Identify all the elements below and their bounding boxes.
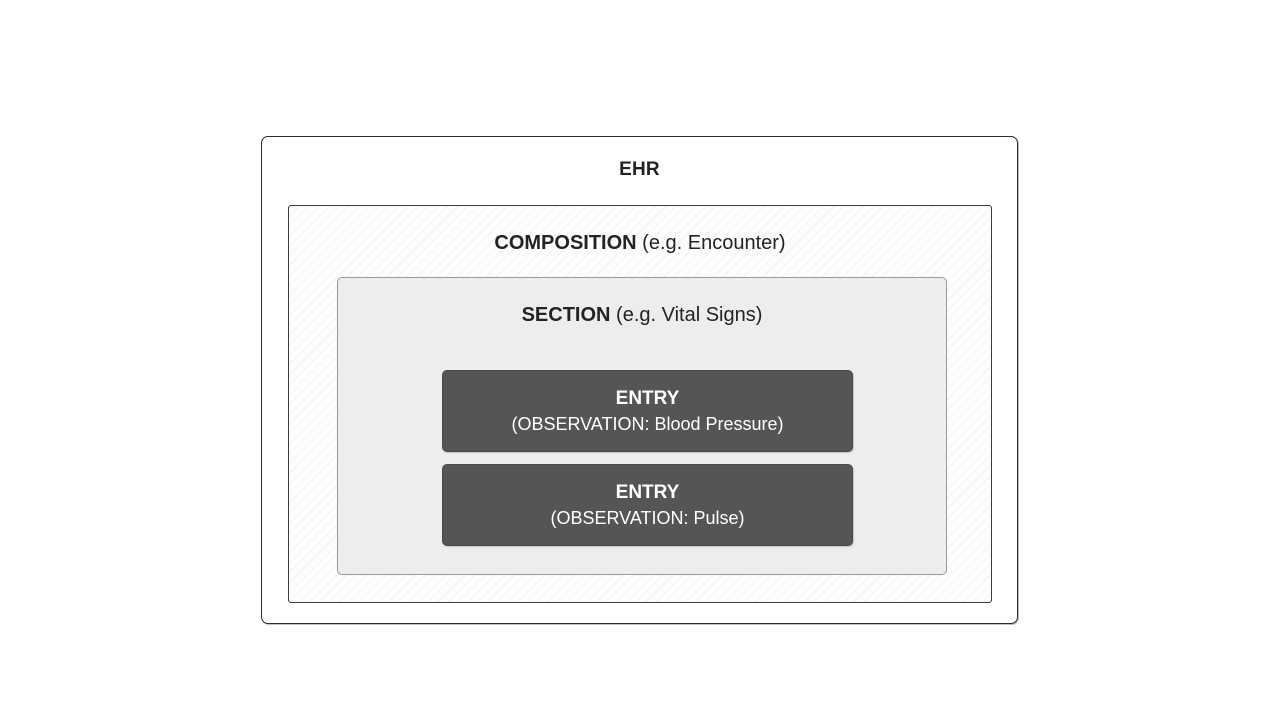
entry-label: ENTRY (615, 482, 680, 504)
section-container (337, 277, 947, 575)
entry-detail: (OBSERVATION: Blood Pressure) (511, 413, 784, 434)
composition-title (289, 232, 991, 255)
ehr-title: EHR (619, 159, 660, 180)
section-title-strong: SECTION (521, 304, 611, 326)
section-title (338, 304, 946, 327)
entry-box (442, 370, 853, 452)
composition-title-strong: COMPOSITION (494, 232, 637, 254)
entry-box (442, 464, 853, 546)
ehr-container (261, 136, 1018, 624)
entry-label: ENTRY (615, 388, 680, 410)
entry-detail: (OBSERVATION: Pulse) (550, 507, 745, 528)
composition-container (288, 205, 992, 603)
composition-title-rest: (e.g. Encounter) (636, 232, 786, 254)
section-title-rest: (e.g. Vital Signs) (610, 304, 763, 326)
